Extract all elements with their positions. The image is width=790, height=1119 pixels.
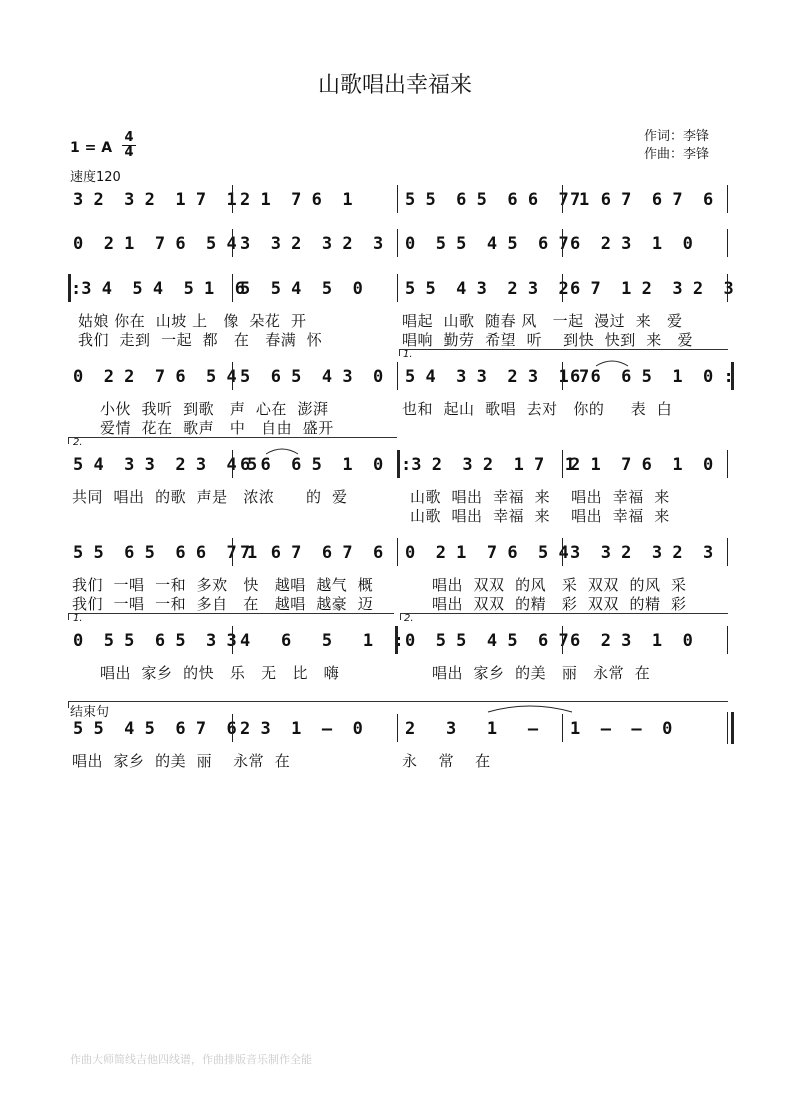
row8-lyrics-right: 永 常 在 [402,752,491,770]
row3-lyrics-b-left: 我们 走到 一起 都 在 春满 怀 [78,331,323,349]
row3-measure2: 5 5 4 5 0 [240,279,363,299]
row5-lyrics-a-left: 共同 唱出 的歌 声是 浓浓 的 爱 [72,488,348,506]
row5-measure3: :3 2 3 2 1 7 1 [401,455,575,475]
row7-measure2: 4 6 5 1 : [240,631,404,651]
row4-lyrics-b-left: 爱情 花在 歌声 中 自由 盛开 [100,419,334,437]
row7-lyrics-left: 唱出 家乡 的快 乐 无 比 嗨 [100,664,340,682]
row4-measure3: 5 4 3 3 2 3 1 7 [405,367,590,387]
key-signature: 1 = A [70,140,113,156]
row5-measure1: 5 4 3 3 2 3 4 5 [73,455,258,475]
row6-measure1: 5 5 6 5 6 6 7 1 [73,543,258,563]
row4-measure4: 6 6 6 5 1 0 : [570,367,734,387]
row2-measure1: 0 2 1 7 6 5 4 [73,234,237,254]
row3-lyrics-a-right: 唱起 山歌 随春 风 一起 漫过 来 爱 [402,312,683,330]
row5-measure2: 6 6 6 5 1 0 [240,455,384,475]
row8-measure3: 2 3 1 – [405,719,539,739]
row3-lyrics-a-left: 姑娘 你在 山坡 上 像 朵花 开 [78,312,307,330]
row6-lyrics-b-right: 唱出 双双 的精 彩 双双 的精 彩 [432,595,687,613]
row5-lyrics-a-right: 山歌 唱出 幸福 来 唱出 幸福 来 [410,488,670,506]
row4-measure1: 0 2 2 7 6 5 4 [73,367,237,387]
score-title: 山歌唱出幸福来 [317,73,472,98]
row1-measure4: 7 6 7 6 7 6 [570,190,714,210]
volta-first-label: 1. [73,613,83,624]
row3-measure1: :3 4 5 4 5 1 6 [71,279,245,299]
row7-measure3: 0 5 5 4 5 6 7 [405,631,569,651]
row8-measure1: 5 5 4 5 6 7 6 [73,719,237,739]
slur [266,449,298,454]
row7-lyrics-right: 唱出 家乡 的美 丽 永常 在 [432,664,651,682]
row6-measure4: 3 3 2 3 2 3 [570,543,714,563]
row6-measure3: 0 2 1 7 6 5 4 [405,543,569,563]
ending-label: 结束句 [70,705,110,720]
footer-watermark: 作曲大师简线吉他四线谱，作曲排版音乐制作全能 [70,1053,312,1066]
tie [488,706,572,712]
row6-lyrics-b-left: 我们 一唱 一和 多自 在 越唱 越豪 迈 [72,595,374,613]
row6-lyrics-a-right: 唱出 双双 的风 采 双双 的风 采 [432,576,687,594]
row4-measure2: 5 6 5 4 3 0 [240,367,384,387]
row2-measure3: 0 5 5 4 5 6 7 [405,234,569,254]
row3-measure3: 5 5 4 3 2 3 2 [405,279,569,299]
row8-measure4: 1 – – 0 [570,719,673,739]
row6-lyrics-a-left: 我们 一唱 一和 多欢 快 越唱 越气 概 [72,576,374,594]
row1-measure3: 5 5 6 5 6 6 7 1 [405,190,590,210]
row6-measure2: 7 6 7 6 7 6 [240,543,384,563]
composer: 作曲：李锋 [644,147,710,162]
row8-lyrics-left: 唱出 家乡 的美 丽 永常 在 [72,752,291,770]
tempo-marking: 速度120 [70,170,121,185]
row1-measure1: 3 2 3 2 1 7 1 [73,190,237,210]
volta-second-label: 2. [404,613,414,624]
row2-measure4: 6 2 3 1 0 [570,234,693,254]
row4-lyrics-a-right: 也和 起山 歌唱 去对 你的 表 白 [402,400,673,418]
row1-measure2: 2 1 7 6 1 [240,190,353,210]
volta-first-label: 1. [403,349,413,360]
row8-measure2: 2 3 1 – 0 [240,719,363,739]
row3-lyrics-b-right: 唱响 勤劳 希望 听 到快 快到 来 爱 [402,331,694,349]
row4-lyrics-a-left: 小伙 我听 到歌 声 心在 澎湃 [100,400,329,418]
row7-measure4: 6 2 3 1 0 [570,631,693,651]
time-signature-top: 4 [124,130,134,145]
volta-second-label: 2. [73,437,83,448]
time-signature-bottom: 4 [122,145,136,160]
lyricist: 作词：李锋 [644,129,710,144]
slur [596,361,628,366]
row5-measure4: 2 1 7 6 1 0 [570,455,714,475]
row7-measure1: 0 5 5 6 5 3 3 [73,631,237,651]
row5-lyrics-b-right: 山歌 唱出 幸福 来 唱出 幸福 来 [410,507,670,525]
row3-measure4: 6 7 1 2 3 2 3 [570,279,734,299]
row2-measure2: 3 3 2 3 2 3 [240,234,384,254]
